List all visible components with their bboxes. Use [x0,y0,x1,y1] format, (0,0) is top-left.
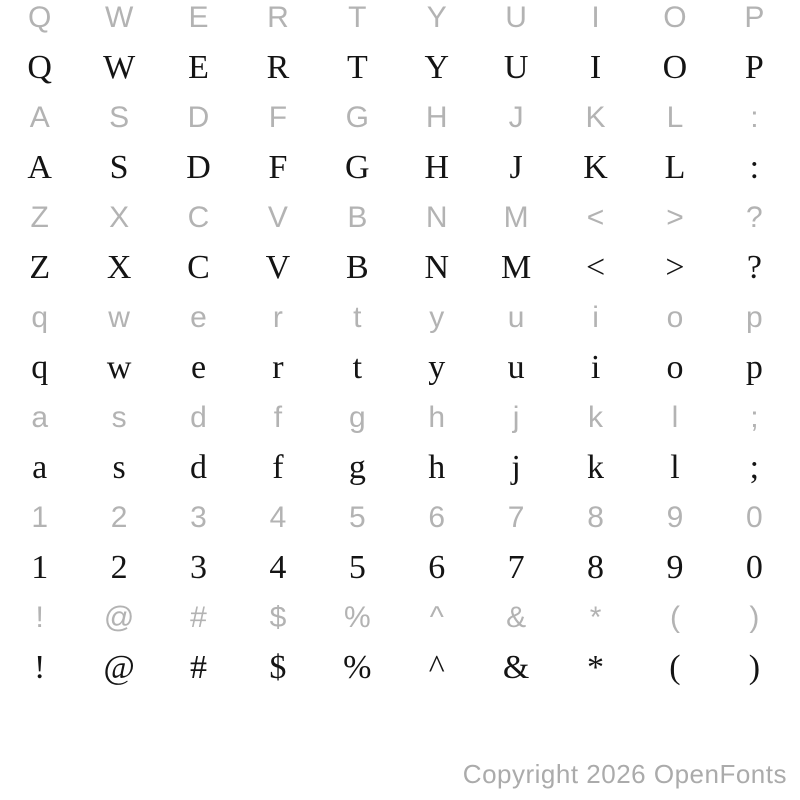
specimen-row-sans-reference [0,393,794,443]
glyph-cell: O [662,49,688,86]
glyph-cell: Y [424,49,450,86]
glyph-cell: I [589,49,602,86]
glyph-cell: Q [27,49,52,86]
glyph-cell: e [190,349,207,386]
glyph-cell: s [112,449,126,486]
glyph-cell: l [671,401,679,434]
glyph-cell: 4 [269,501,287,534]
glyph-cell: Z [30,201,49,234]
glyph-cell: K [585,101,606,134]
glyph-cell: 8 [587,549,605,586]
glyph-cell: > [666,201,684,234]
glyph-cell: 9 [666,501,684,534]
glyph-cell: X [106,249,132,286]
glyph-cell: t [353,301,362,334]
glyph-cell: j [511,449,521,486]
glyph-cell: k [588,401,604,434]
glyph-cell: W [104,1,134,34]
glyph-cell: 0 [745,549,763,586]
glyph-cell: L [664,149,686,186]
glyph-cell: j [512,401,520,434]
glyph-cell: & [506,601,527,634]
glyph-cell: W [103,49,136,86]
glyph-cell: K [583,149,608,186]
glyph-cell: y [429,301,445,334]
glyph-cell: o [666,349,684,386]
glyph-cell: 7 [507,549,525,586]
glyph-cell: e [190,301,207,334]
glyph-cell: ) [749,601,760,634]
glyph-cell: M [501,249,532,286]
glyph-cell: r [272,349,284,386]
glyph-cell: 6 [428,501,446,534]
glyph-cell: ; [749,449,760,486]
glyph-cell: J [508,101,524,134]
glyph-cell: w [108,301,130,334]
specimen-row-serif-sample [0,343,794,393]
glyph-cell: q [31,349,49,386]
glyph-cell: N [424,249,450,286]
glyph-cell: R [266,49,290,86]
glyph-cell: ! [35,601,44,634]
glyph-cell: u [507,349,525,386]
glyph-cell: i [590,349,601,386]
glyph-cell: P [744,49,764,86]
glyph-cell: P [744,1,765,34]
glyph-cell: 3 [190,549,208,586]
glyph-cell: D [187,101,210,134]
glyph-cell: F [268,101,288,134]
glyph-cell: ) [748,649,761,686]
glyph-cell: w [106,349,132,386]
glyph-cell: # [190,601,207,634]
glyph-cell: o [666,301,684,334]
glyph-cell: y [428,349,446,386]
glyph-cell: 3 [190,501,207,534]
glyph-cell: J [509,149,523,186]
glyph-cell: a [31,401,49,434]
glyph-cell: ; [750,401,759,434]
glyph-cell: 2 [110,501,128,534]
glyph-cell: a [32,449,48,486]
glyph-cell: # [190,649,208,686]
glyph-cell: 5 [348,501,366,534]
glyph-cell: < [585,249,606,286]
specimen-row-sans-reference [0,93,794,143]
glyph-cell: < [586,201,605,234]
glyph-cell: U [503,49,529,86]
glyph-cell: @ [103,649,135,686]
specimen-row-sans-reference [0,593,794,643]
glyph-cell: ! [34,649,46,686]
glyph-cell: F [268,149,288,186]
glyph-cell: f [272,449,284,486]
glyph-cell: L [666,101,684,134]
glyph-cell: l [670,449,680,486]
glyph-cell: * [589,601,602,634]
glyph-cell: $ [269,649,287,686]
glyph-cell: G [345,149,370,186]
specimen-row-sans-reference [0,193,794,243]
glyph-cell: H [425,101,448,134]
glyph-cell: N [425,201,448,234]
glyph-cell: 0 [746,501,763,534]
glyph-cell: > [665,249,685,286]
glyph-cell: h [428,401,446,434]
glyph-cell: * [587,649,605,686]
glyph-cell: 7 [507,501,525,534]
glyph-cell: 4 [269,549,287,586]
glyph-cell: E [188,49,209,86]
glyph-cell: ( [669,649,681,686]
glyph-cell: D [186,149,211,186]
glyph-cell: h [428,449,446,486]
glyph-cell: ? [746,201,763,234]
watermark: Copyright 2026 OpenFonts [462,759,787,789]
specimen-row-sans-reference [0,0,794,43]
glyph-cell: @ [103,601,135,634]
glyph-cell: R [267,1,289,34]
glyph-cell: M [503,201,529,234]
glyph-cell: V [267,201,288,234]
glyph-cell: 9 [666,549,684,586]
glyph-cell: T [348,1,367,34]
glyph-cell: ^ [428,649,445,686]
specimen-row-serif-sample [0,43,794,93]
glyph-cell: p [745,349,763,386]
glyph-cell: u [507,301,525,334]
glyph-cell: Q [28,1,52,34]
specimen-row-sans-reference [0,493,794,543]
glyph-cell: s [111,401,127,434]
glyph-cell: 2 [110,549,128,586]
glyph-cell: 5 [348,549,366,586]
glyph-cell: C [187,249,210,286]
glyph-cell: t [352,349,363,386]
glyph-cell: d [190,401,207,434]
specimen-row-serif-sample [0,143,794,193]
glyph-cell: G [345,101,369,134]
specimen-row-serif-sample [0,643,794,693]
glyph-cell: A [27,149,52,186]
specimen-row-sans-reference [0,293,794,343]
specimen-row-serif-sample [0,543,794,593]
glyph-cell: i [592,301,599,334]
glyph-cell: q [31,301,49,334]
glyph-cell: T [346,49,368,86]
glyph-cell: V [265,249,291,286]
glyph-cell: : [750,101,759,134]
specimen-row-serif-sample [0,243,794,293]
glyph-cell: d [190,449,208,486]
glyph-cell: 6 [428,549,446,586]
glyph-cell: I [591,1,600,34]
glyph-cell: A [29,101,50,134]
glyph-cell: p [746,301,763,334]
glyph-cell: ^ [429,601,444,634]
glyph-cell: ( [669,601,680,634]
glyph-cell: B [345,249,369,286]
specimen-row-serif-sample [0,443,794,493]
glyph-cell: & [502,649,530,686]
glyph-cell: Z [29,249,51,286]
glyph-cell: B [347,201,368,234]
glyph-cell: 1 [31,549,49,586]
glyph-cell: g [348,449,366,486]
glyph-cell: H [424,149,450,186]
glyph-cell: Y [426,1,447,34]
glyph-cell: O [663,1,687,34]
glyph-cell: X [109,201,130,234]
glyph-cell: r [272,301,283,334]
glyph-cell: g [348,401,366,434]
glyph-cell: k [587,449,605,486]
glyph-cell: S [109,149,129,186]
glyph-cell: $ [269,601,287,634]
glyph-cell: 8 [587,501,604,534]
glyph-cell: C [187,201,210,234]
glyph-cell: % [343,601,371,634]
glyph-cell: E [188,1,209,34]
glyph-cell: 1 [31,501,49,534]
glyph-cell: : [749,149,760,186]
glyph-cell: S [109,101,130,134]
glyph-cell: f [273,401,283,434]
glyph-cell: U [505,1,527,34]
glyph-cell: % [343,649,372,686]
glyph-cell: ? [746,249,762,286]
